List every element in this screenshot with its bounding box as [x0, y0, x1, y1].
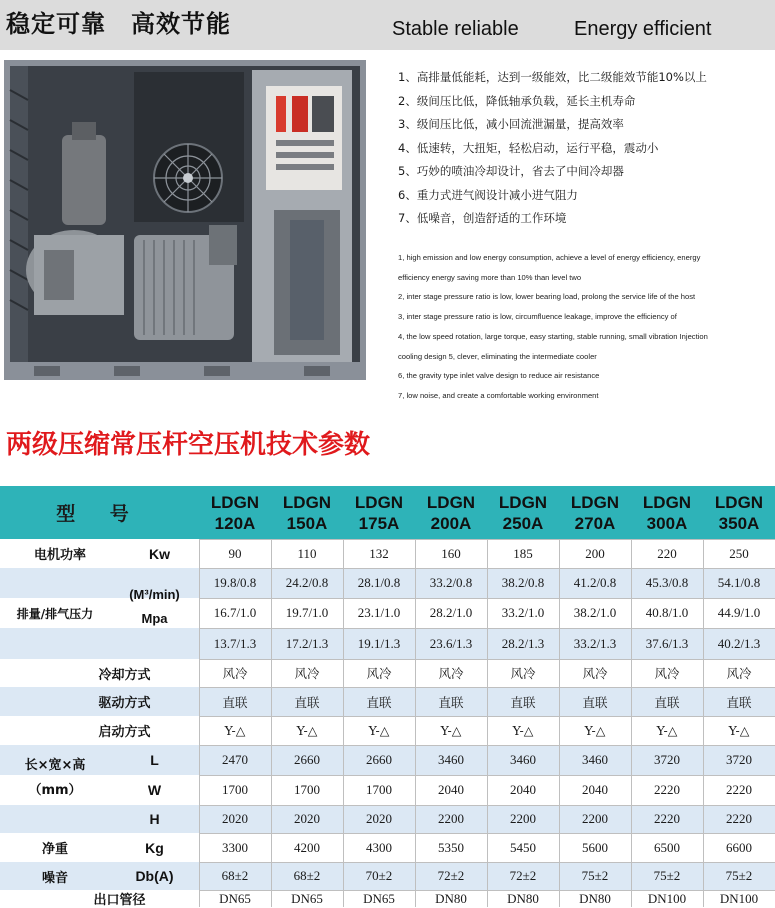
- compressor-airend: [26, 230, 124, 315]
- spec-value: Y-△: [584, 723, 606, 738]
- label-width: W: [147, 782, 162, 798]
- spec-value: 3460: [582, 752, 608, 767]
- features-chinese: [398, 66, 768, 231]
- spec-value: 13.7/1.3: [213, 635, 257, 651]
- model-variant: 350A: [718, 513, 760, 533]
- unit-power: Kw: [149, 545, 170, 562]
- spec-value: 70±2: [365, 868, 393, 883]
- spec-value: 2020: [294, 811, 320, 826]
- spec-value: Y-△: [656, 723, 678, 738]
- spec-value: 直联: [438, 694, 464, 710]
- grid-line: [199, 687, 775, 688]
- spec-value: DN80: [435, 890, 467, 906]
- spec-value: 2040: [438, 782, 464, 797]
- spec-value: 2660: [366, 752, 392, 767]
- spec-value: 4200: [294, 839, 320, 855]
- header-model-label: 型 号: [56, 503, 143, 525]
- spec-value: Y-△: [296, 723, 318, 738]
- spec-value: 110: [297, 545, 317, 561]
- spec-value: 37.6/1.3: [645, 635, 689, 651]
- spec-value: 直联: [222, 694, 248, 710]
- spec-value: 75±2: [653, 868, 681, 883]
- spec-value: 28.1/0.8: [357, 575, 401, 590]
- spec-value: 2220: [654, 811, 680, 826]
- feature-cn-item: 2、级间压比低，降低轴承负载，延长主机寿命: [398, 93, 636, 108]
- spec-value: DN80: [579, 890, 611, 906]
- grid-line: [199, 539, 775, 540]
- spec-value: DN100: [647, 890, 687, 906]
- grid-line: [199, 539, 200, 907]
- spec-value: 75±2: [725, 868, 753, 883]
- model-variant: 200A: [430, 513, 472, 533]
- label-dimensions: 长×宽×高: [24, 757, 86, 773]
- spec-value: 28.2/1.3: [501, 635, 545, 651]
- feature-cn-item: 7、低噪音，创造舒适的工作环境: [398, 211, 567, 225]
- model-series: LDGN: [714, 492, 764, 512]
- spec-value: 3300: [222, 839, 248, 855]
- spec-value: 38.2/0.8: [501, 575, 545, 590]
- spec-table: [0, 486, 775, 907]
- spec-value: 90: [228, 545, 242, 561]
- label-power: 电机功率: [33, 548, 86, 563]
- grid-line: [199, 833, 775, 834]
- spec-value: 132: [369, 545, 389, 561]
- unit-noise: Db(A): [135, 868, 174, 884]
- spec-value: 风冷: [654, 666, 680, 681]
- spec-value: 2220: [654, 782, 680, 797]
- slogan-chinese: 稳定可靠 高效节能: [6, 10, 231, 38]
- grid-line: [271, 539, 272, 907]
- spec-value: 45.3/0.8: [645, 575, 689, 590]
- header-model-name: [199, 486, 271, 539]
- spec-value: 68±2: [221, 868, 249, 883]
- spec-table-title: 两级压缩常压杆空压机技术参数: [6, 430, 371, 460]
- label-outlet: 出口管径: [93, 893, 146, 908]
- label-drive: 驱动方式: [98, 696, 151, 711]
- model-variant: 300A: [646, 513, 688, 533]
- model-variant: 175A: [358, 513, 400, 533]
- grid-line: [199, 598, 775, 599]
- model-series: LDGN: [426, 492, 476, 512]
- spec-value: 28.2/1.0: [429, 605, 473, 620]
- spec-value: 2660: [294, 752, 320, 767]
- header-model-name: [343, 486, 415, 539]
- grid-line: [199, 568, 775, 569]
- spec-value: 75±2: [581, 868, 609, 883]
- spec-value: 风冷: [510, 666, 536, 681]
- model-series: LDGN: [210, 492, 260, 512]
- grid-line: [199, 805, 775, 806]
- model-variant: 120A: [214, 513, 256, 533]
- spec-value: DN80: [507, 890, 539, 906]
- spec-value: 5350: [438, 839, 464, 855]
- model-variant: 150A: [286, 513, 328, 533]
- spec-value: 直联: [366, 694, 392, 710]
- grid-line: [343, 539, 344, 907]
- header-model-name: [559, 486, 631, 539]
- spec-value: 33.2/1.0: [501, 605, 545, 620]
- spec-value: DN65: [219, 890, 251, 906]
- spec-value: 3460: [438, 752, 464, 767]
- spec-value: 3460: [510, 752, 536, 767]
- spec-value: 160: [441, 545, 461, 561]
- label-flow: 排量/排气压力: [16, 607, 94, 621]
- spec-value: 2220: [726, 811, 752, 826]
- unit-weight: Kg: [145, 839, 164, 856]
- spec-value: DN65: [291, 890, 323, 906]
- feature-en-item: 3, inter stage pressure ratio is low, circumfluence leakage, improve the efficiency of: [398, 312, 677, 322]
- unit-flow-pressure: Mpa: [141, 610, 168, 626]
- spec-value: 风冷: [726, 666, 752, 681]
- spec-value: 40.2/1.3: [717, 635, 761, 651]
- model-variant: 270A: [574, 513, 616, 533]
- spec-value: 风冷: [582, 666, 608, 681]
- spec-value: 1700: [294, 782, 320, 797]
- features-english: [398, 248, 770, 406]
- grid-line: [199, 628, 775, 629]
- spec-value: 44.9/1.0: [717, 605, 761, 620]
- slogan-banner: [0, 0, 775, 50]
- spec-value: 250: [729, 545, 749, 561]
- spec-value: Y-△: [368, 723, 390, 738]
- feature-cn-item: 3、级间压比低，减小回流泄漏量，提高效率: [398, 117, 624, 131]
- spec-value: 直联: [510, 694, 536, 710]
- spec-value: 5600: [582, 839, 608, 855]
- feature-en-item: 4, the low speed rotation, large torque, easy starting, stable running, small vibration Injection: [398, 331, 708, 341]
- model-series: LDGN: [570, 492, 620, 512]
- spec-value: 40.8/1.0: [645, 605, 689, 620]
- feature-cn-item: 6、重力式进气阀设计减小进气阻力: [398, 187, 578, 202]
- grid-line: [199, 745, 775, 746]
- slogan-english-stable: Stable reliable: [392, 18, 519, 40]
- label-start: 启动方式: [98, 725, 151, 740]
- header-model-name: [487, 486, 559, 539]
- header-model-name: [703, 486, 775, 539]
- grid-line: [703, 539, 704, 907]
- model-series: LDGN: [498, 492, 548, 512]
- spec-value: 直联: [654, 694, 680, 710]
- spec-value: 1700: [366, 782, 392, 797]
- spec-value: 19.8/0.8: [213, 575, 257, 590]
- spec-value: 2040: [510, 782, 536, 797]
- model-series: LDGN: [642, 492, 692, 512]
- spec-value: 2220: [726, 782, 752, 797]
- spec-value: 16.7/1.0: [213, 605, 257, 620]
- header-model-name: [271, 486, 343, 539]
- feature-en-item: 1, high emission and low energy consumption, achieve a level of energy efficiency, energy: [398, 253, 701, 262]
- spec-value: 19.1/1.3: [357, 635, 401, 651]
- spec-value: 38.2/1.0: [573, 605, 617, 620]
- left-louvre-panel: [10, 66, 28, 362]
- label-noise: 噪音: [41, 870, 68, 886]
- feature-cn-item: 5、巧妙的喷油冷却设计，省去了中间冷却器: [398, 164, 624, 178]
- spec-value: 72±2: [509, 868, 537, 883]
- spec-value: 1700: [222, 782, 248, 797]
- label-weight: 净重: [41, 842, 68, 857]
- spec-value: 23.1/1.0: [357, 605, 401, 620]
- spec-value: 2200: [510, 811, 536, 826]
- spec-value: DN65: [363, 890, 395, 906]
- spec-value: Y-△: [728, 723, 750, 738]
- spec-value: 直联: [294, 694, 320, 710]
- feature-en-item: 2, inter stage pressure ratio is low, lower bearing load, prolong the service life of the host: [398, 292, 696, 302]
- model-series: LDGN: [354, 492, 404, 512]
- grid-line: [631, 539, 632, 907]
- grid-line: [199, 775, 775, 776]
- spec-value: 6600: [726, 839, 752, 855]
- oil-separator: [62, 135, 106, 225]
- grid-line: [199, 716, 775, 717]
- spec-value: 直联: [726, 694, 752, 710]
- spec-value: 33.2/1.3: [573, 635, 617, 651]
- grid-line: [415, 539, 416, 907]
- spec-value: 23.6/1.3: [429, 635, 473, 651]
- spec-value: 41.2/0.8: [573, 575, 617, 590]
- grid-line: [487, 539, 488, 907]
- label-cooling: 冷却方式: [98, 667, 151, 683]
- feature-en-item: cooling design 5, clever, eliminating the intermediate cooler: [398, 351, 597, 361]
- spec-value: 风冷: [294, 666, 320, 681]
- spec-value: 3720: [726, 752, 752, 767]
- spec-value: 33.2/0.8: [429, 575, 473, 590]
- spec-value: 2470: [222, 752, 248, 767]
- electric-motor: [134, 225, 237, 340]
- spec-value: 2040: [582, 782, 608, 797]
- feature-en-item: efficiency energy saving more than 10% than level two: [398, 272, 582, 282]
- spec-value: 4300: [366, 839, 392, 855]
- grid-line: [199, 890, 775, 891]
- spec-value: 直联: [582, 694, 608, 710]
- spec-value: 风冷: [222, 666, 248, 681]
- feature-en-item: 6, the gravity type inlet valve design to reduce air resistance: [398, 371, 600, 381]
- spec-value: Y-△: [512, 723, 534, 738]
- spec-value: 220: [657, 545, 677, 561]
- spec-value: 风冷: [366, 666, 392, 681]
- grid-line: [559, 539, 560, 907]
- grid-line: [199, 659, 775, 660]
- spec-value: 54.1/0.8: [717, 575, 761, 590]
- spec-value: Y-△: [440, 723, 462, 738]
- feature-en-item: 7, low noise, and create a comfortable working environment: [398, 390, 599, 400]
- spec-value: 风冷: [438, 666, 464, 681]
- model-variant: 250A: [502, 513, 544, 533]
- spec-value: 2200: [438, 811, 464, 826]
- spec-value: 5450: [510, 839, 536, 855]
- header-model-name: [631, 486, 703, 539]
- feature-cn-item: 4、低速转，大扭矩，轻松启动，运行平稳，震动小: [398, 140, 659, 155]
- unit-dimensions: （mm）: [28, 782, 82, 798]
- spec-value: 2200: [582, 811, 608, 826]
- spec-value: DN100: [719, 890, 759, 906]
- grid-line: [199, 862, 775, 863]
- unit-flow-volume: (M³/min): [129, 586, 180, 602]
- spec-value: 19.7/1.0: [285, 605, 329, 620]
- spec-value: 68±2: [293, 868, 321, 883]
- label-height: H: [149, 811, 160, 827]
- header-model-name: [415, 486, 487, 539]
- label-length: L: [150, 752, 159, 768]
- slogan-english-efficient: Energy efficient: [574, 18, 712, 40]
- feature-cn-item: 1、高排量低能耗，达到一级能效，比二级能效节能10%以上: [398, 70, 707, 84]
- spec-value: 200: [585, 545, 605, 561]
- model-series: LDGN: [282, 492, 332, 512]
- spec-value: 72±2: [437, 868, 465, 883]
- air-compressor-illustration: [4, 60, 366, 380]
- spec-value: 6500: [654, 839, 680, 855]
- spec-value: 185: [513, 545, 533, 561]
- spec-value: 3720: [654, 752, 680, 767]
- spec-value: Y-△: [224, 723, 246, 738]
- spec-value: 17.2/1.3: [285, 635, 329, 651]
- spec-value: 2020: [366, 811, 392, 826]
- spec-value: 24.2/0.8: [285, 575, 329, 590]
- spec-value: 2020: [222, 811, 248, 826]
